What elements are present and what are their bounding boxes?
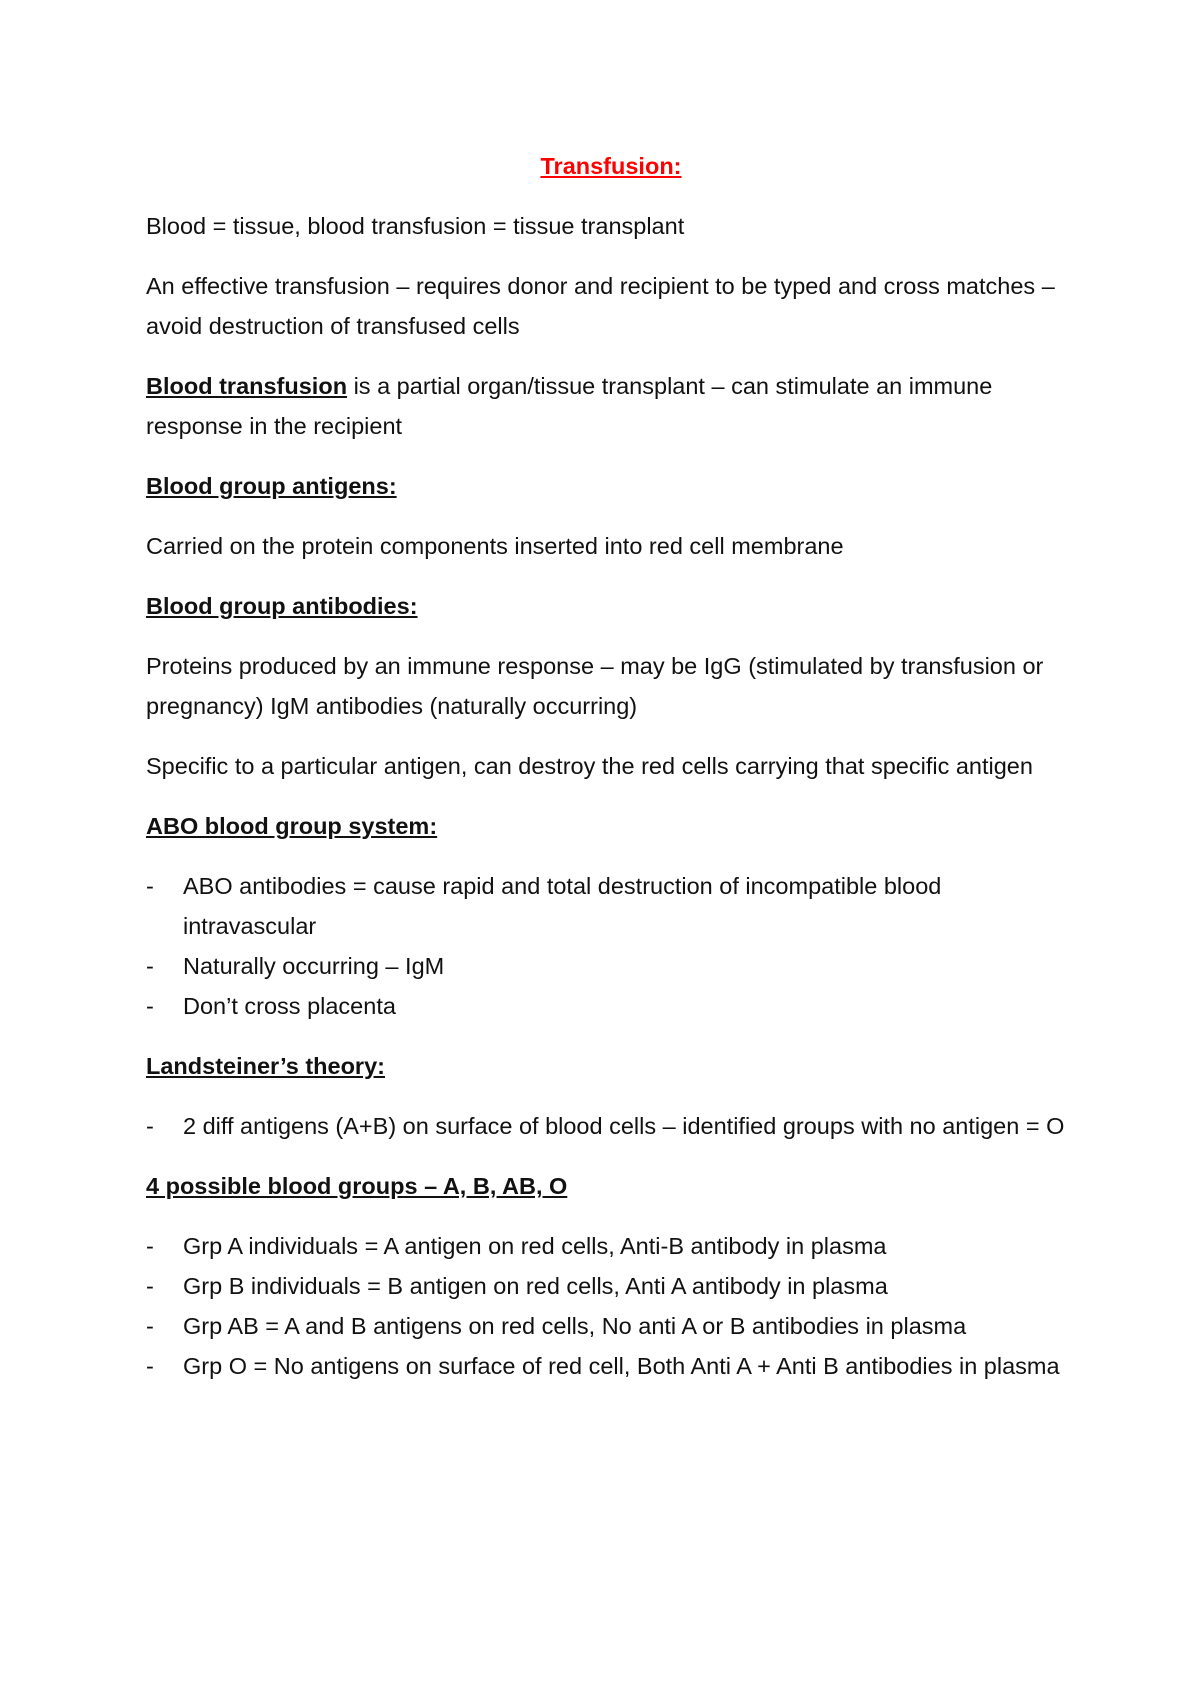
dash-bullet: -: [146, 1113, 154, 1139]
list-item-text: Don’t cross placenta: [183, 993, 396, 1019]
list-item: [146, 1106, 1076, 1146]
blood-transfusion-description: is a partial organ/tissue transplant – can stimulate an immune response in the recipient: [146, 373, 993, 439]
dash-bullet: -: [146, 953, 154, 979]
heading-abo-system: ABO blood group system:: [146, 813, 438, 839]
heading-blood-group-antigens: Blood group antigens:: [146, 473, 397, 499]
paragraph-antibodies-specific: Specific to a particular antigen, can destroy the red cells carrying that specific antigen: [146, 753, 1033, 779]
list-item-text: Naturally occurring – IgM: [183, 953, 445, 979]
heading-landsteiner-theory: Landsteiner’s theory:: [146, 1053, 385, 1079]
blood-groups-list: [146, 1226, 1076, 1386]
paragraph-blood-transfusion: [146, 366, 1076, 446]
list-item-text: Grp B individuals = B antigen on red cells, Anti A antibody in plasma: [183, 1273, 888, 1299]
list-item-text: 2 diff antigens (A+B) on surface of blood cells – identified groups with no antigen = O: [183, 1113, 1065, 1139]
list-item: [146, 1306, 1076, 1346]
list-item: [146, 986, 1076, 1026]
dash-bullet: -: [146, 1313, 154, 1339]
abo-list: [146, 866, 1076, 1026]
document-page: [146, 146, 1076, 1406]
list-item-text: Grp O = No antigens on surface of red cell, Both Anti A + Anti B antibodies in plasma: [183, 1353, 1060, 1379]
dash-bullet: -: [146, 1273, 154, 1299]
dash-bullet: -: [146, 873, 154, 899]
list-item: [146, 866, 1076, 946]
paragraph-effective-transfusion: An effective transfusion – requires donor and recipient to be typed and cross matches – avoid destruction of transfused cells: [146, 273, 1055, 339]
heading-blood-groups: 4 possible blood groups – A, B, AB, O: [146, 1173, 568, 1199]
list-item-text: Grp AB = A and B antigens on red cells, No anti A or B antibodies in plasma: [183, 1313, 967, 1339]
heading-blood-group-antibodies: Blood group antibodies:: [146, 593, 418, 619]
dash-bullet: -: [146, 1233, 154, 1259]
list-item: [146, 1266, 1076, 1306]
paragraph-blood-tissue: Blood = tissue, blood transfusion = tissue transplant: [146, 213, 685, 239]
list-item-text: ABO antibodies = cause rapid and total destruction of incompatible blood intravascular: [183, 873, 942, 939]
blood-transfusion-term: Blood transfusion: [146, 373, 348, 399]
list-item: [146, 1346, 1076, 1386]
dash-bullet: -: [146, 1353, 154, 1379]
page-title: Transfusion:: [540, 153, 682, 179]
landsteiner-list: [146, 1106, 1076, 1146]
list-item: [146, 1226, 1076, 1266]
paragraph-antibodies-proteins: Proteins produced by an immune response – may be IgG (stimulated by transfusion or pregnancy) IgM antibodies (naturally occurring): [146, 653, 1044, 719]
paragraph-antigens: Carried on the protein components inserted into red cell membrane: [146, 533, 844, 559]
dash-bullet: -: [146, 993, 154, 1019]
list-item: [146, 946, 1076, 986]
list-item-text: Grp A individuals = A antigen on red cells, Anti-B antibody in plasma: [183, 1233, 887, 1259]
